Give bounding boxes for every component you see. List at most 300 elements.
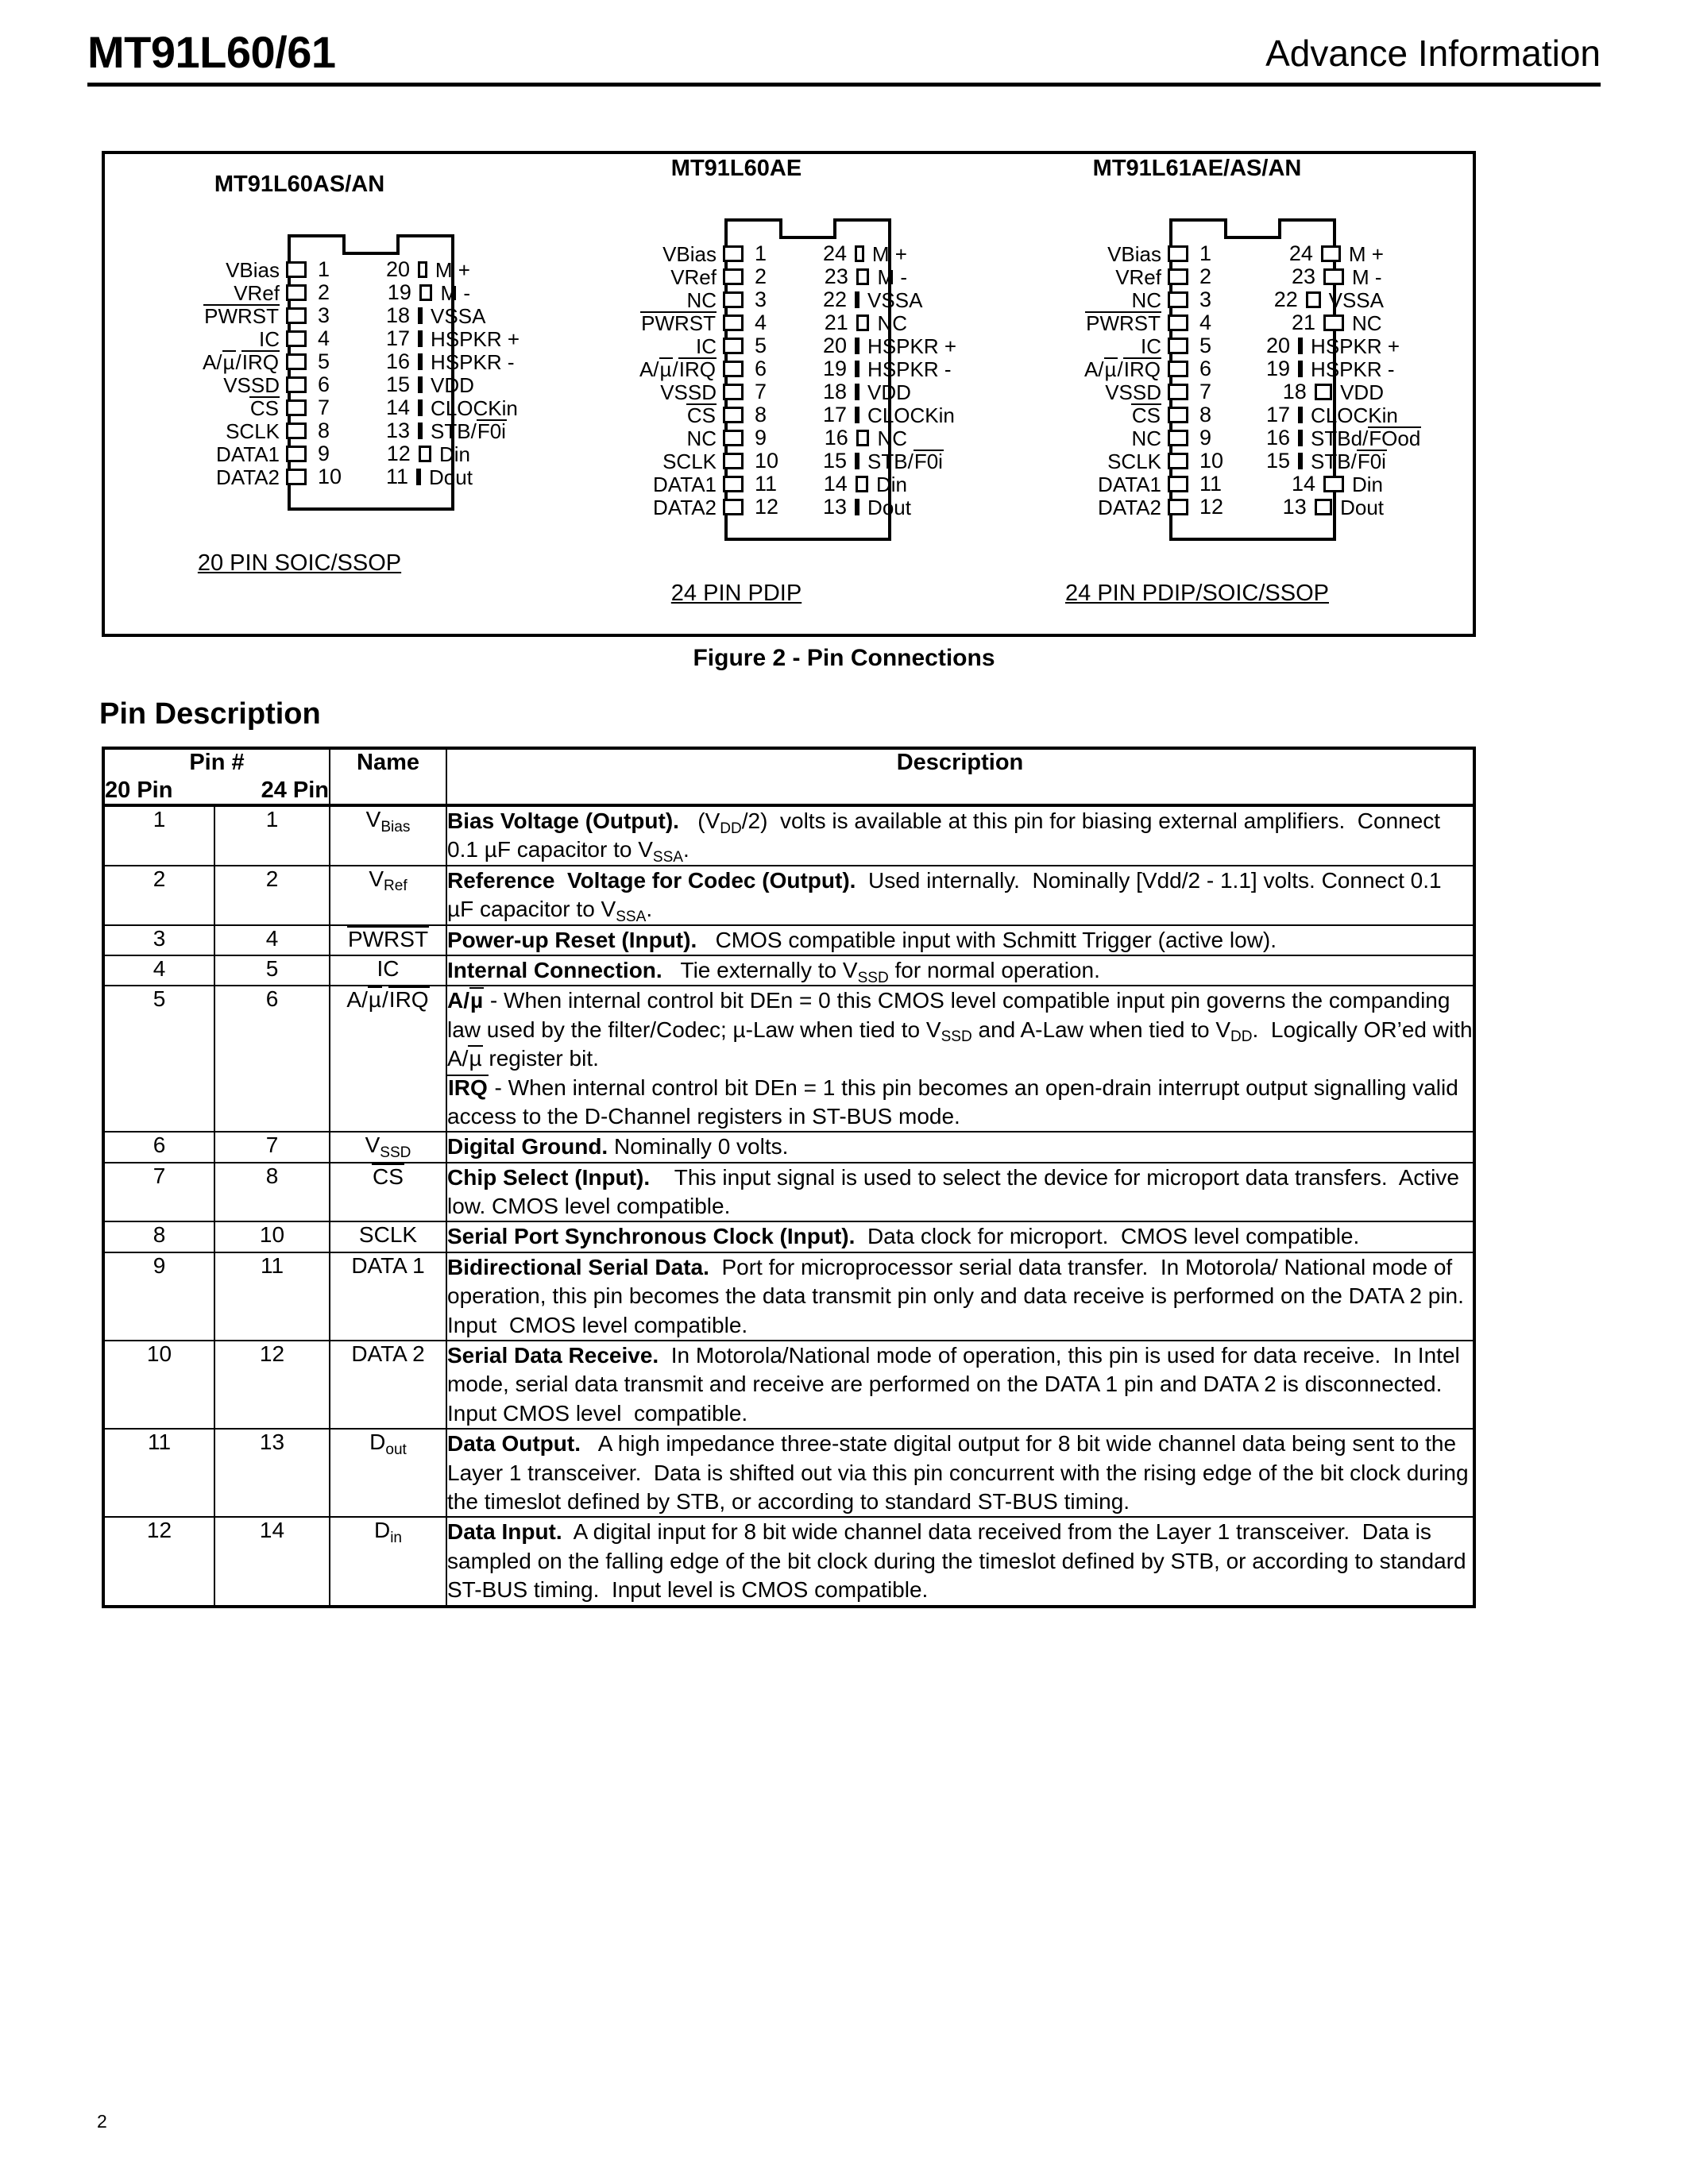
pin-pad-icon [1306, 291, 1321, 308]
pin-pad-icon [1168, 361, 1188, 377]
pin-number: 6 [318, 372, 330, 396]
pin-row-right [386, 349, 515, 374]
pin-row-left [1010, 473, 1249, 496]
cell-pin24: 4 [214, 925, 330, 955]
pin-number: 20 [823, 334, 848, 357]
pin-row-left [566, 242, 802, 265]
pin-number: 4 [1199, 311, 1212, 334]
pin-number: 2 [1199, 264, 1212, 288]
pin-row-left [1010, 380, 1249, 403]
pin-row-left [566, 288, 802, 311]
cell-pin24: 7 [214, 1132, 330, 1162]
cell-name: $V_{Ref}$ [330, 866, 446, 925]
pin-label: DATA1 [216, 442, 280, 466]
cell-description: Power-up Reset (Input). CMOS compatible input with Schmitt Trigger (active low). [446, 925, 1474, 955]
pin-number: 9 [318, 442, 330, 465]
table-row [103, 1132, 1474, 1162]
table-row [103, 1429, 1474, 1517]
header-pin-group-label: Pin # [189, 750, 245, 775]
pin-label: CS [1131, 403, 1161, 427]
pin-pad-icon [723, 338, 744, 354]
pin-label: IC [696, 334, 717, 358]
pin-label: NC [1131, 287, 1161, 312]
pin-number: 24 [1288, 241, 1313, 265]
chip-notch-icon [1224, 218, 1281, 239]
pin-label: DATA2 [1098, 495, 1161, 519]
pin-label: M + [1348, 241, 1384, 266]
pin-number: 1 [1199, 241, 1212, 265]
chip-notch-icon [779, 218, 836, 239]
pin-label: DATA1 [1098, 472, 1161, 496]
pin-number: 8 [318, 419, 330, 442]
pin-label: DATA1 [653, 472, 717, 496]
pin-pad-icon [1168, 291, 1188, 308]
chip-notch-icon [342, 234, 400, 255]
pin-pad-icon [286, 284, 307, 301]
page-title: Pin Description [99, 697, 321, 731]
pin-label: CLOCKin [867, 403, 955, 427]
pin-number: 23 [1291, 264, 1315, 288]
pin-label: VBias [226, 257, 280, 282]
pin-number: 3 [1199, 287, 1212, 311]
pin-label: SCLK [1107, 449, 1161, 473]
pin-number: 14 [386, 396, 411, 419]
header-24pin-label: 24 Pin [261, 778, 329, 803]
pin-number: 16 [824, 426, 848, 450]
pin-row-left [129, 442, 365, 465]
pin-label: VBias [1107, 241, 1161, 266]
pin-label: Dout [429, 465, 473, 489]
pin-label: STB/F0i [867, 449, 943, 473]
header-divider [87, 83, 1601, 87]
pin-label: IC [1141, 334, 1161, 358]
pin-pad-icon [286, 330, 307, 347]
pin-label: HSPKR + [1311, 334, 1400, 358]
pin-pad-icon [723, 476, 744, 492]
pin-pad-icon [1315, 384, 1332, 400]
pin-row-right [386, 396, 518, 420]
pin-number: 18 [1282, 380, 1307, 403]
pin-row-left [129, 465, 365, 488]
pin-label: VDD [867, 380, 911, 404]
pin-number: 12 [386, 442, 411, 465]
pin-number: 7 [755, 380, 767, 403]
pin-pad-icon [856, 430, 870, 446]
pin-label: HSPKR + [431, 326, 520, 351]
pin-number: 13 [386, 419, 411, 442]
pin-row-left [129, 373, 365, 396]
cell-pin20: 7 [103, 1163, 214, 1222]
pin-label: HSPKR - [867, 357, 952, 381]
pin-row-right [823, 403, 955, 427]
pin-label: VDD [431, 372, 474, 397]
pin-pad-icon [1168, 407, 1188, 423]
pin-label: CLOCKin [431, 396, 518, 420]
pin-label: CS [686, 403, 716, 427]
pin-row-left [566, 265, 802, 288]
pin-label: CS [249, 396, 279, 420]
pin-label: NC [877, 426, 907, 450]
cell-description: Internal Connection. Tie externally to $V_{SSD}$ for normal operation. [446, 955, 1474, 986]
pin-pad-icon [1168, 314, 1188, 331]
pin-row-right [1266, 426, 1421, 450]
pin-row-right [386, 465, 473, 489]
page-number: 2 [97, 2111, 107, 2132]
pin-pad-icon [723, 499, 744, 515]
pin-label: HSPKR - [1311, 357, 1395, 381]
pin-row-left [566, 426, 802, 450]
pin-number: 18 [823, 380, 848, 403]
pin-row-right [823, 334, 957, 358]
pin-row-left [566, 311, 802, 334]
pin-label: VRef [234, 280, 280, 305]
pin-number: 17 [386, 326, 411, 350]
pin-description-table [102, 747, 1476, 1608]
pin-pad-icon [1168, 338, 1188, 354]
pin-pad-icon [1168, 453, 1188, 469]
pin-number: 20 [386, 257, 411, 281]
pin-row-right [386, 281, 470, 304]
pin-number: 16 [1266, 426, 1291, 450]
pin-label: STB/F0i [431, 419, 506, 443]
package-footer-label: 20 PIN SOIC/SSOP [197, 550, 402, 576]
table-row [103, 1517, 1474, 1606]
cell-name: A/µ/IRQ [330, 986, 446, 1132]
cell-pin20: 4 [103, 955, 214, 986]
pin-label: VRef [1115, 264, 1161, 289]
pin-label: VSSD [223, 372, 280, 397]
pin-number: 6 [755, 357, 767, 380]
pin-pad-icon [1323, 476, 1344, 492]
pin-number: 17 [823, 403, 848, 426]
pin-label: DATA2 [216, 465, 280, 489]
pin-number: 21 [824, 311, 848, 334]
pin-row-left [566, 473, 802, 496]
pin-row-right [386, 419, 506, 443]
pin-row-left [129, 258, 365, 281]
pin-number: 8 [755, 403, 767, 426]
cell-name: PWRST [330, 925, 446, 955]
pin-label: Dout [867, 495, 911, 519]
pin-number: 22 [823, 287, 848, 311]
pin-pad-icon [286, 376, 307, 393]
pin-label: STBd/FOod [1311, 426, 1421, 450]
cell-name: CS [330, 1163, 446, 1222]
cell-pin24: 1 [214, 805, 330, 866]
pin-number: 5 [1199, 334, 1212, 357]
pin-label: NC [686, 287, 717, 312]
pin-connections-figure [102, 151, 1476, 637]
pin-pad-icon [286, 307, 307, 324]
pin-label: VSSD [660, 380, 717, 404]
pin-number: 7 [1199, 380, 1212, 403]
cell-pin24: 14 [214, 1517, 330, 1606]
cell-pin20: 5 [103, 986, 214, 1132]
pin-pad-icon [1168, 268, 1188, 285]
pin-number: 4 [318, 326, 330, 350]
pin-label: A/µ/IRQ [1083, 357, 1161, 381]
pin-pad-icon [286, 446, 307, 462]
pin-number: 1 [755, 241, 767, 265]
pin-pad-icon [856, 476, 868, 492]
pin-pad-icon [286, 353, 307, 370]
pin-label: SCLK [662, 449, 717, 473]
pin-label: IC [259, 326, 280, 351]
pin-row-right [386, 303, 486, 328]
pin-pad-icon [723, 384, 744, 400]
pin-label: VSSD [1105, 380, 1161, 404]
pin-number: 15 [823, 449, 848, 473]
cell-pin24: 2 [214, 866, 330, 925]
pin-pad-icon [418, 261, 427, 278]
document-title: MT91L60/61 [87, 27, 336, 77]
pin-row-left [1010, 357, 1249, 380]
pin-row-right [386, 372, 474, 397]
header-20pin-label: 20 Pin [105, 778, 173, 803]
pin-label: Dout [1340, 495, 1384, 519]
pin-number: 10 [318, 465, 342, 488]
cell-description: A/µ - When internal control bit DEn = 0 this CMOS level compatible input pin governs the companding law used by the filter/Codec; µ-Law when tied to $V_{SSD}$ and A-Law when tied to $V_{DD}$. Logically OR’ed with A/µ register bit. IRQ - When internal control bit DEn = 1 this pin becomes an open-drain interrupt output signalling valid access to the D-Channel registers in ST-BUS mode. [446, 986, 1474, 1132]
pin-label: VDD [1340, 380, 1384, 404]
pin-row-left [1010, 450, 1249, 473]
pin-pad-icon [723, 314, 744, 331]
cell-name: $D_{in}$ [330, 1517, 446, 1606]
cell-pin24: 10 [214, 1221, 330, 1252]
pin-row-right [1266, 242, 1384, 265]
pin-pad-icon [855, 245, 864, 262]
pin-pad-icon [723, 361, 744, 377]
pin-row-left [566, 496, 802, 519]
pin-number: 4 [755, 311, 767, 334]
pin-row-right [1266, 357, 1395, 381]
pin-row-left [566, 450, 802, 473]
cell-pin24: 5 [214, 955, 330, 986]
pin-number: 3 [318, 303, 330, 327]
cell-name: DATA 1 [330, 1252, 446, 1341]
pin-row-right [823, 242, 907, 265]
pin-label: M - [877, 264, 907, 289]
pin-number: 10 [755, 449, 779, 473]
cell-description: Reference Voltage for Codec (Output). Used internally. Nominally [Vdd/2 - 1.1] volts. Connect 0.1 µF capacitor to $V_{SSA}$. [446, 866, 1474, 925]
cell-name: IC [330, 955, 446, 986]
page-header [87, 27, 1601, 87]
pin-number: 17 [1266, 403, 1291, 426]
pin-label: STB/F0i [1311, 449, 1386, 473]
pin-pad-icon [1168, 476, 1188, 492]
pin-row-left [129, 327, 365, 350]
pin-number: 14 [823, 472, 848, 496]
pin-number: 12 [1199, 495, 1224, 519]
pin-pad-icon [723, 407, 744, 423]
pin-label: Din [438, 442, 470, 466]
pin-row-right [823, 311, 907, 334]
pin-label: PWRST [1086, 311, 1161, 335]
pin-row-left [1010, 311, 1249, 334]
pin-row-right [1266, 403, 1398, 427]
pin-pad-icon [286, 261, 307, 278]
cell-pin20: 11 [103, 1429, 214, 1517]
pin-label: NC [686, 426, 717, 450]
pin-label: M + [871, 241, 907, 266]
pin-number: 24 [823, 241, 848, 265]
pin-label: DATA2 [653, 495, 717, 519]
pin-pad-icon [286, 423, 307, 439]
pin-number: 9 [1199, 426, 1212, 450]
cell-pin20: 1 [103, 805, 214, 866]
cell-pin20: 6 [103, 1132, 214, 1162]
pin-number: 19 [1266, 357, 1291, 380]
cell-name: $D_{out}$ [330, 1429, 446, 1517]
pin-pad-icon [286, 399, 307, 416]
table-row [103, 986, 1474, 1132]
pin-row-left [566, 334, 802, 357]
pin-number: 14 [1291, 472, 1315, 496]
pin-pad-icon [723, 430, 744, 446]
pin-number: 19 [823, 357, 848, 380]
cell-name: DATA 2 [330, 1341, 446, 1429]
pin-label: HSPKR + [867, 334, 957, 358]
pin-row-left [1010, 242, 1249, 265]
package-title: MT91L60AE [670, 156, 802, 181]
pin-row-right [1266, 288, 1384, 311]
pin-pad-icon [723, 453, 744, 469]
pin-number: 11 [1199, 472, 1223, 496]
pin-row-left [1010, 403, 1249, 426]
pin-row-left [566, 380, 802, 403]
pin-pad-icon [1323, 268, 1344, 285]
cell-description: Bidirectional Serial Data. Port for microprocessor serial data transfer. In Motorola/ National mode of operation, this pin becomes the data transmit pin only and data receive is performed on the DATA 2 pin. Input CMOS level compatible. [446, 1252, 1474, 1341]
cell-pin20: 10 [103, 1341, 214, 1429]
pin-label: M - [440, 280, 470, 305]
pin-row-right [1266, 496, 1384, 519]
header-pin-number [103, 748, 330, 805]
pin-label: VRef [670, 264, 717, 289]
pin-number: 9 [755, 426, 767, 450]
package-footer-label: 24 PIN PDIP [670, 581, 802, 606]
pin-number: 11 [386, 465, 409, 488]
cell-pin24: 13 [214, 1429, 330, 1517]
pin-row-right [823, 380, 911, 404]
cell-pin20: 9 [103, 1252, 214, 1341]
pin-label: M + [435, 257, 470, 282]
pin-row-left [129, 350, 365, 373]
cell-pin24: 8 [214, 1163, 330, 1222]
table-row [103, 955, 1474, 986]
pin-row-right [1266, 265, 1384, 288]
pin-number: 19 [387, 280, 411, 304]
pin-row-right [386, 442, 470, 465]
package-diagram-1 [129, 172, 520, 577]
header-name: Name [330, 748, 446, 805]
pin-row-left [129, 419, 365, 442]
table-row [103, 1221, 1474, 1252]
cell-pin24: 6 [214, 986, 330, 1132]
cell-description: Chip Select (Input). This input signal is used to select the device for microport data transfers. Active low. CMOS level compatible. [446, 1163, 1474, 1222]
pin-pad-icon [1315, 499, 1332, 515]
pin-label: CLOCKin [1311, 403, 1398, 427]
pin-row-right [823, 265, 907, 288]
pin-number: 12 [755, 495, 779, 519]
pin-number: 6 [1199, 357, 1212, 380]
header-description: Description [446, 748, 1474, 805]
pin-pad-icon [1321, 245, 1341, 262]
cell-description: Data Output. A high impedance three-state digital output for 8 bit wide channel data being sent to the Layer 1 transceiver. Data is shifted out via this pin concurrent with the rising edge of the bit clock during the timeslot defined by STB, or according to standard ST-BUS timing. [446, 1429, 1474, 1517]
pin-number: 5 [755, 334, 767, 357]
pin-row-left [1010, 265, 1249, 288]
pin-label: NC [1131, 426, 1161, 450]
pin-row-right [823, 473, 907, 496]
cell-description: Serial Data Receive. In Motorola/National mode of operation, this pin is used for data receive. In Intel mode, serial data transmit and receive are performed on the DATA 1 pin and DATA 2 is disconnected. Input CMOS level compatible. [446, 1341, 1474, 1429]
cell-pin20: 8 [103, 1221, 214, 1252]
pin-number: 13 [1282, 495, 1307, 519]
pin-label: VSSA [1328, 287, 1384, 312]
pin-row-left [1010, 334, 1249, 357]
cell-pin20: 3 [103, 925, 214, 955]
pin-number: 22 [1273, 287, 1298, 311]
pin-row-right [1266, 334, 1400, 358]
pin-row-right [1266, 380, 1384, 403]
table-row [103, 805, 1474, 866]
pin-number: 5 [318, 349, 330, 373]
pin-row-right [823, 357, 952, 381]
pin-number: 21 [1291, 311, 1315, 334]
pin-label: M - [1352, 264, 1382, 289]
pin-label: A/µ/IRQ [639, 357, 716, 381]
pin-label: PWRST [641, 311, 716, 335]
cell-description: Digital Ground. Nominally 0 volts. [446, 1132, 1474, 1162]
pin-label: NC [877, 311, 907, 335]
table-row [103, 1341, 1474, 1429]
table-row [103, 925, 1474, 955]
pin-number: 13 [823, 495, 848, 519]
package-title: MT91L61AE/AS/AN [1092, 156, 1302, 181]
document-status: Advance Information [1265, 33, 1601, 74]
cell-pin20: 12 [103, 1517, 214, 1606]
pin-label: A/µ/IRQ [202, 349, 279, 374]
pin-number: 10 [1199, 449, 1224, 473]
pin-number: 1 [318, 257, 330, 281]
pin-label: VSSA [867, 287, 923, 312]
pin-label: HSPKR - [431, 349, 515, 374]
pin-pad-icon [856, 268, 870, 285]
pin-number: 16 [386, 349, 411, 373]
cell-pin24: 12 [214, 1341, 330, 1429]
pin-row-left [566, 403, 802, 426]
package-diagram-3 [1010, 156, 1421, 607]
pin-row-left [1010, 426, 1249, 450]
table-row [103, 1163, 1474, 1222]
pin-number: 23 [824, 264, 848, 288]
pin-pad-icon [1168, 245, 1188, 262]
pin-pad-icon [286, 469, 307, 485]
pin-label: NC [1352, 311, 1382, 335]
pin-row-right [386, 326, 520, 351]
pin-row-right [1266, 473, 1384, 496]
pin-number: 2 [318, 280, 330, 304]
cell-name: $V_{SSD}$ [330, 1132, 446, 1162]
pin-number: 3 [755, 287, 767, 311]
pin-number: 15 [386, 372, 411, 396]
pin-label: VSSA [431, 303, 486, 328]
pin-pad-icon [419, 284, 433, 301]
pin-pad-icon [1168, 384, 1188, 400]
pin-row-left [1010, 288, 1249, 311]
table-row [103, 1252, 1474, 1341]
pin-row-left [129, 281, 365, 304]
pin-pad-icon [419, 446, 431, 462]
package-diagram-2 [566, 156, 957, 607]
cell-description: Bias Voltage (Output). $(V_{DD}/2)$ volts is available at this pin for biasing external amplifiers. Connect 0.1 µF capacitor to $V_{SSA}$. [446, 805, 1474, 866]
